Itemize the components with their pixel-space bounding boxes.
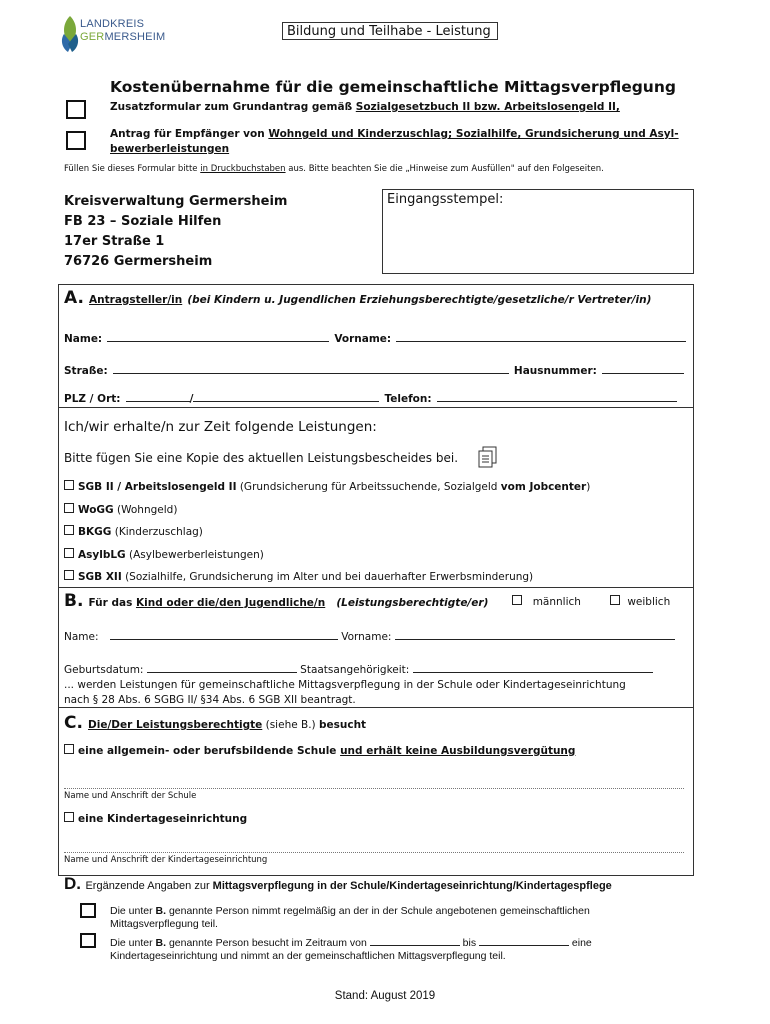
male-checkbox[interactable] xyxy=(512,595,522,605)
address-line4: 76726 Germersheim xyxy=(64,254,213,269)
geburtsdatum-input[interactable] xyxy=(147,662,297,673)
option2-text: Antrag für Empfänger von Wohngeld und Kinderzuschlag; Sozialhilfe, Grundsicherung und Asyl- bewerberleistungen xyxy=(110,128,679,155)
benefit-item: AsylbLG (Asylbewerberleistungen) xyxy=(64,544,694,567)
label-plz: PLZ / Ort: xyxy=(64,393,121,405)
label-staat: Staatsangehörigkeit: xyxy=(300,664,410,676)
divider-a xyxy=(58,407,694,408)
logo-line1: LANDKREIS xyxy=(80,18,145,30)
lunch-kita-text: Die unter B. genannte Person besucht im Zeitraum von bis eine Kindertageseinrichtung und nimmt an der gemeinschaftlichen Mittagsverpflegung teil. xyxy=(110,937,592,962)
address-line1: Kreisverwaltung Germersheim xyxy=(64,194,288,209)
row-name-b xyxy=(64,629,688,643)
hausnummer-input[interactable] xyxy=(602,363,684,374)
benefit-checkbox-wogg[interactable] xyxy=(64,503,74,513)
label-name: Name: xyxy=(64,333,103,345)
benefits-list xyxy=(64,476,694,589)
gender-female[interactable]: weiblich xyxy=(610,595,670,608)
header-label-box: Bildung und Teilhabe - Leistung xyxy=(282,22,498,40)
child-vorname-input[interactable] xyxy=(395,629,675,640)
child-name-input[interactable] xyxy=(110,629,338,640)
benefit-checkbox-sgb2[interactable] xyxy=(64,480,74,490)
benefit-checkbox-bkgg[interactable] xyxy=(64,525,74,535)
benefit-item: WoGG (Wohngeld) xyxy=(64,499,694,522)
logo-leaf-icon xyxy=(60,14,80,54)
fill-hint: Füllen Sie dieses Formular bitte in Druckbuchstaben aus. Bitte beachten Sie die „Hinweise zum Ausfüllen" auf den Folgeseiten. xyxy=(64,164,604,174)
row-name-a xyxy=(64,327,688,346)
landkreis-logo xyxy=(60,14,170,56)
section-b-heading: B. Für das Kind oder die/den Jugendliche/n (Leistungsberechtigte/er) xyxy=(64,591,489,611)
address-line3: 17er Straße 1 xyxy=(64,234,165,249)
section-c-heading: C. Die/Der Leistungsberechtigte (siehe B.) besucht xyxy=(64,713,367,733)
ort-input[interactable] xyxy=(193,391,379,402)
logo-line2-green: GER xyxy=(80,31,105,43)
name-input[interactable] xyxy=(107,331,329,342)
label-telefon: Telefon: xyxy=(384,393,432,405)
vorname-input[interactable] xyxy=(396,331,686,342)
female-checkbox[interactable] xyxy=(610,595,620,605)
kita-option: eine Kindertageseinrichtung xyxy=(64,812,247,825)
plz-input[interactable] xyxy=(126,391,190,402)
label-child-vorname: Vorname: xyxy=(341,631,392,643)
school-address-line[interactable] xyxy=(64,788,684,789)
benefit-checkbox-asylblg[interactable] xyxy=(64,548,74,558)
label-vorname: Vorname: xyxy=(334,333,392,345)
row-street xyxy=(64,359,688,378)
document-copy-icon xyxy=(478,446,498,468)
page-title: Kostenübernahme für die gemeinschaftliche Mittagsverpflegung xyxy=(110,78,676,96)
kita-caption: Name und Anschrift der Kindertageseinrichtung xyxy=(64,855,268,865)
option2-checkbox[interactable] xyxy=(66,131,86,150)
authority-address xyxy=(64,192,287,272)
label-geburtsdatum: Geburtsdatum: xyxy=(64,664,144,676)
strasse-input[interactable] xyxy=(113,363,509,374)
section-a-heading: A. Antragsteller/in (bei Kindern u. Jugendlichen Erziehungsberechtigte/gesetzliche/r Vertreter/in) xyxy=(64,288,652,308)
lunch-school-checkbox[interactable] xyxy=(80,903,96,918)
school-checkbox[interactable] xyxy=(64,744,74,754)
row-plz: PLZ / Ort: / Telefon: xyxy=(64,387,688,406)
school-caption: Name und Anschrift der Schule xyxy=(64,791,197,801)
section-d-heading: D. Ergänzende Angaben zur Mittagsverpflegung in der Schule/Kindertageseinrichtung/Kindertagespflege xyxy=(64,874,612,893)
receipt-stamp-box xyxy=(382,189,694,274)
row-birth xyxy=(64,662,688,676)
period-to-input[interactable] xyxy=(479,935,569,946)
logo-line2-rest: MERSHEIM xyxy=(104,31,166,43)
label-hausnummer: Hausnummer: xyxy=(513,365,597,377)
kita-checkbox[interactable] xyxy=(64,812,74,822)
school-option: eine allgemein- oder berufsbildende Schule und erhält keine Ausbildungsvergütung xyxy=(64,744,575,757)
staat-input[interactable] xyxy=(413,662,653,673)
benefit-item: SGB II / Arbeitslosengeld II (Grundsicherung für Arbeitssuchende, Sozialgeld vom Jobcenter) xyxy=(64,476,694,499)
benefits-intro: Ich/wir erhalte/n zur Zeit folgende Leistungen: xyxy=(64,419,377,435)
benefit-item: BKGG (Kinderzuschlag) xyxy=(64,521,694,544)
label-strasse: Straße: xyxy=(64,365,108,377)
period-from-input[interactable] xyxy=(370,935,460,946)
stamp-label: Eingangsstempel: xyxy=(387,192,504,207)
footer-date: Stand: August 2019 xyxy=(334,990,436,1002)
benefit-item: SGB XII (Sozialhilfe, Grundsicherung im Alter und bei dauerhafter Erwerbsminderung) xyxy=(64,566,694,589)
option1-checkbox[interactable] xyxy=(66,100,86,119)
benefits-copy-note: Bitte fügen Sie eine Kopie des aktuellen Leistungsbescheides bei. xyxy=(64,451,459,465)
option1-text: Zusatzformular zum Grundantrag gemäß Sozialgesetzbuch II bzw. Arbeitslosengeld II, xyxy=(110,101,620,113)
label-child-name: Name: xyxy=(64,631,99,643)
kita-address-line[interactable] xyxy=(64,852,684,853)
gender-male[interactable]: männlich xyxy=(512,595,581,608)
lunch-kita-checkbox[interactable] xyxy=(80,933,96,948)
telefon-input[interactable] xyxy=(437,391,677,402)
lunch-school-text: Die unter B. genannte Person nimmt regelmäßig an der in der Schule angebotenen gemeinschaftlichen Mittagsverpflegung teil. xyxy=(110,905,590,930)
section-b-text: ... werden Leistungen für gemeinschaftliche Mittagsverpflegung in der Schule oder Kindertageseinrichtung nach § 28 Abs. 6 SGBG II/ §34 Abs. 6 SGB XII beantragt. xyxy=(64,679,626,706)
benefit-checkbox-sgb12[interactable] xyxy=(64,570,74,580)
address-line2: FB 23 – Soziale Hilfen xyxy=(64,214,222,229)
